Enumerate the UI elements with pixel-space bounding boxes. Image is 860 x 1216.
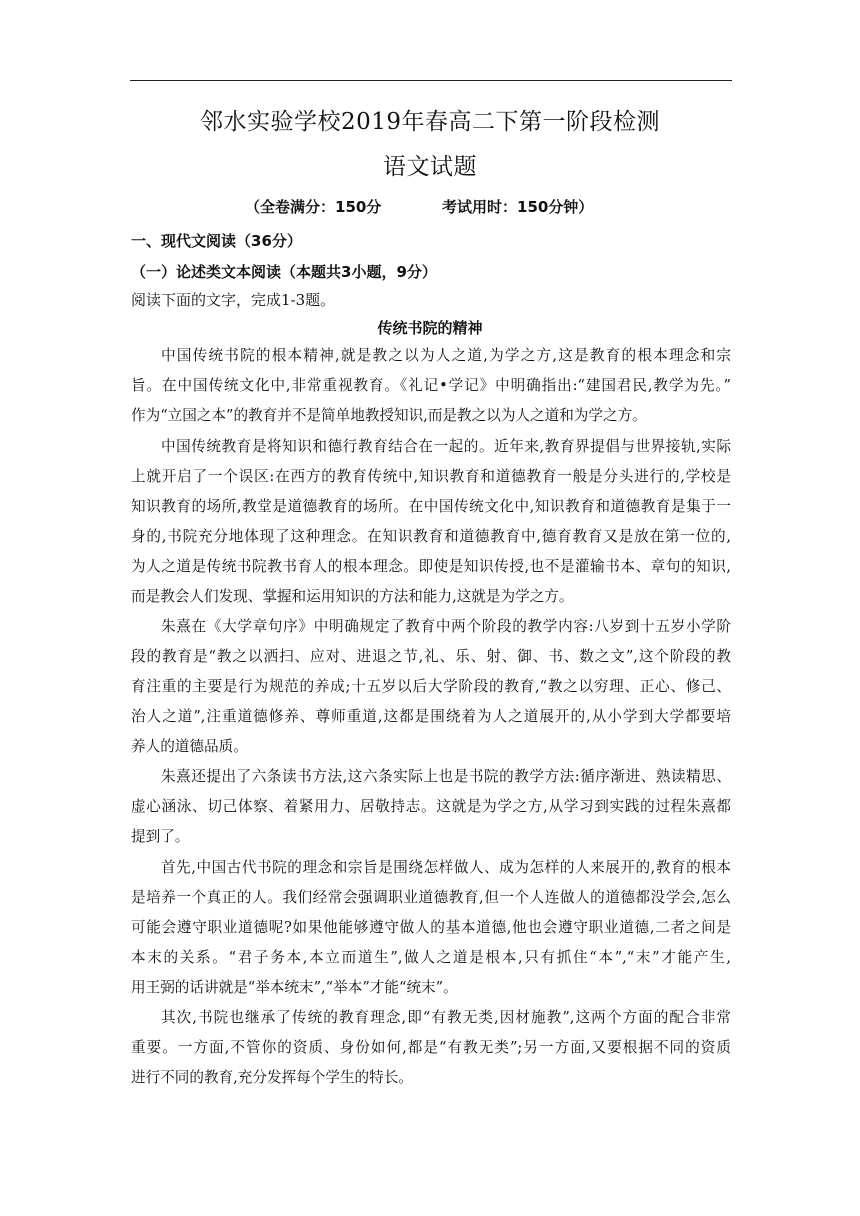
article-line: 进行不同的教育,充分发挥每个学生的特长。 xyxy=(131,1069,413,1086)
article-line: 重要。一方面,不管你的资质、身份如何,都是“有教无类”;另一方面,又要根据不同的资质 xyxy=(131,1039,731,1056)
article-line: 为人之道是传统书院教书育人的根本理念。即使是知识传授,也不是灌输书本、章句的知识, xyxy=(131,558,731,575)
article-line: 朱熹还提出了六条读书方法,这六条实际上也是书院的教学方法:循序渐进、熟读精思、 xyxy=(161,768,731,785)
article-line: 本末的关系。“君子务本,本立而道生”,做人之道是根本,只有抓住“本”,“末”才能产生, xyxy=(131,949,731,966)
article-line: 身的,书院充分地体现了这种理念。在知识教育和道德教育中,德育教育又是放在第一位的, xyxy=(131,528,731,545)
article-line: 其次,书院也继承了传统的教育理念,即“有教无类,因材施教”,这两个方面的配合非常 xyxy=(161,1009,731,1026)
article-line: 养人的道德品质。 xyxy=(131,738,248,755)
article-line: 作为“立国之本”的教育并不是简单地教授知识,而是教之以为人之道和为学之方。 xyxy=(131,407,647,424)
article-line: 育注重的主要是行为规范的养成;十五岁以后大学阶段的教育,“教之以穷理、正心、修己、 xyxy=(131,678,731,695)
article-line: 朱熹在《大学章句序》中明确规定了教育中两个阶段的教学内容:八岁到十五岁小学阶 xyxy=(161,618,731,635)
exam-time: 考试用时：150分钟） xyxy=(442,198,594,216)
article-line: 中国传统书院的根本精神,就是教之以为人之道,为学之方,这是教育的根本理念和宗 xyxy=(161,347,731,364)
section-heading: 一、现代文阅读（36分） xyxy=(131,232,302,250)
article-line: 上就开启了一个误区:在西方的教育传统中,知识教育和道德教育一般是分头进行的,学校是 xyxy=(131,468,731,485)
article-line: 中国传统教育是将知识和德行教育结合在一起的。近年来,教育界提倡与世界接轨,实际 xyxy=(161,438,731,455)
article-line: 而是教会人们发现、掌握和运用知识的方法和能力,这就是为学之方。 xyxy=(131,588,574,605)
subsection-heading: （一）论述类文本阅读（本题共3小题，9分） xyxy=(131,263,437,281)
article-line: 首先,中国古代书院的理念和宗旨是围绕怎样做人、成为怎样的人来展开的,教育的根本 xyxy=(161,859,731,876)
article-line: 是培养一个真正的人。我们经常会强调职业道德教育,但一个人连做人的道德都没学会,怎么 xyxy=(131,889,731,906)
article-line: 可能会遵守职业道德呢?如果他能够遵守做人的基本道德,他也会遵守职业道德,二者之间是 xyxy=(131,919,731,936)
total-score: （全卷满分：150分 xyxy=(245,198,382,216)
article-line: 治人之道”,注重道德修养、尊师重道,这都是围绕着为人之道展开的,从小学到大学都要培 xyxy=(131,708,731,725)
exam-title: 邻水实验学校2019年春高二下第一阶段检测 xyxy=(199,109,661,135)
article-line: 用王弼的话讲就是“举本统末”,“举本”才能“统末”。 xyxy=(131,979,458,996)
article-line: 提到了。 xyxy=(131,828,190,845)
article-line: 段的教育是“教之以洒扫、应对、进退之节,礼、乐、射、御、书、数之文”,这个阶段的教 xyxy=(131,648,731,665)
article-line: 知识教育的场所,教堂是道德教育的场所。在中国传统文化中,知识教育和道德教育是集于一 xyxy=(131,498,731,515)
reading-instruction: 阅读下面的文字，完成1-3题。 xyxy=(131,291,336,309)
exam-subtitle: 语文试题 xyxy=(383,154,477,180)
article-line: 旨。在中国传统文化中,非常重视教育。《礼记•学记》中明确指出:“建国君民,教学为先。” xyxy=(131,377,731,394)
header-rule xyxy=(130,80,732,81)
article-title: 传统书院的精神 xyxy=(377,319,483,337)
article-line: 虚心涵泳、切己体察、着紧用力、居敬持志。这就是为学之方,从学习到实践的过程朱熹都 xyxy=(131,798,731,815)
